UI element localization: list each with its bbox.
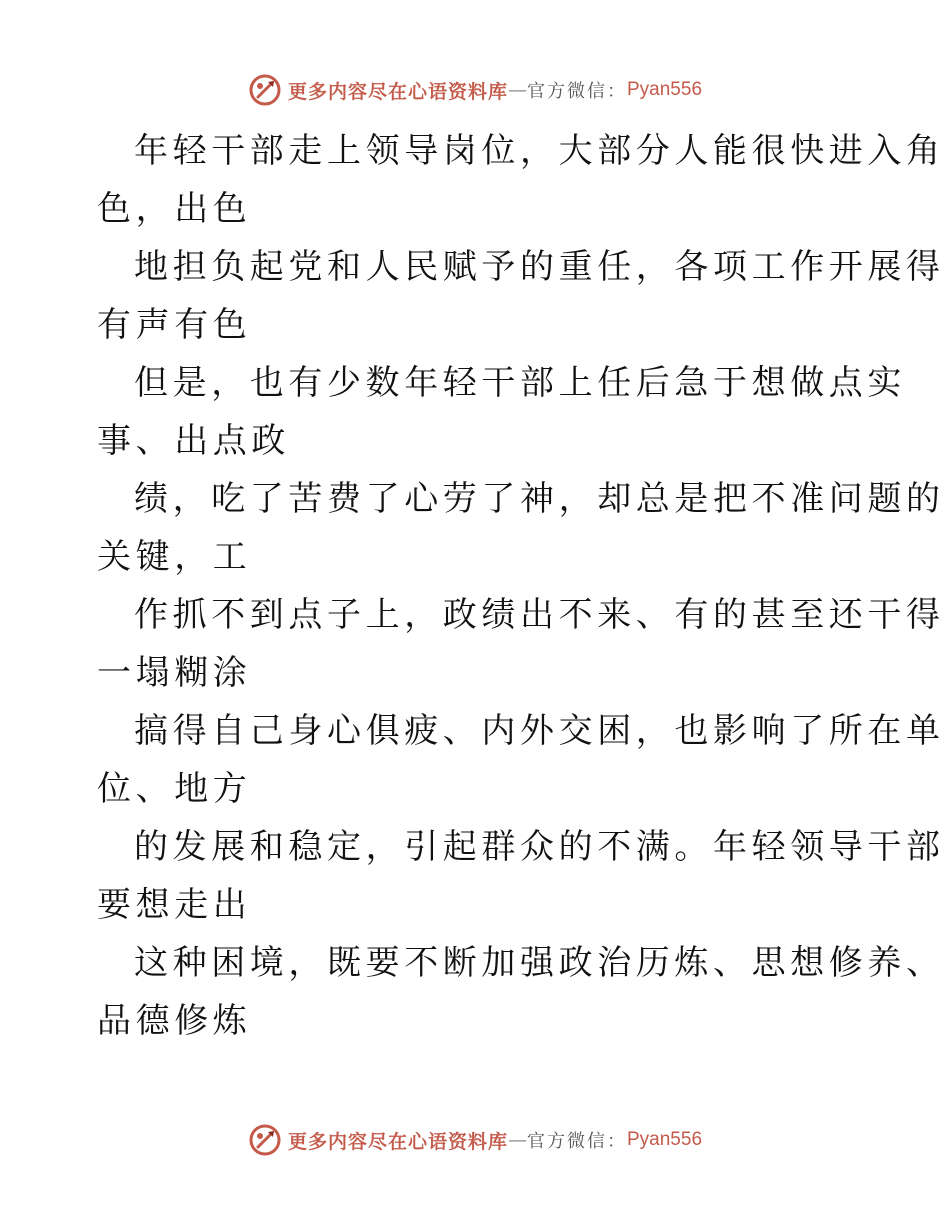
paragraph xyxy=(97,586,945,702)
paragraph-line: 地担负起党和人民赋予的重任，各项工作开展得 xyxy=(134,247,945,287)
footer-dash: — xyxy=(508,1129,527,1151)
paragraph-line: 但是，也有少数年轻干部上任后急于想做点实 xyxy=(134,363,906,403)
paragraph-line: 搞得自己身心俱疲、内外交困，也影响了所在单 xyxy=(134,711,945,751)
header-official-label: 官方微信： xyxy=(527,81,627,102)
paragraph-line: 绩，吃了苦费了心劳了神，却总是把不准问题的 xyxy=(134,479,945,519)
paragraph-continuation: 关键，工 xyxy=(97,537,252,577)
paragraph-line: 作抓不到点子上，政绩出不来、有的甚至还干得 xyxy=(134,595,945,635)
paragraph xyxy=(97,818,945,934)
header-dash: — xyxy=(508,79,527,101)
paragraph xyxy=(97,934,945,1050)
paragraph xyxy=(97,702,945,818)
footer-watermark xyxy=(0,1120,950,1160)
paragraph xyxy=(97,238,945,354)
footer-brand-text: 更多内容尽在心语资料库 xyxy=(287,1130,508,1153)
paragraph-continuation: 位、地方 xyxy=(97,769,252,809)
paragraph-continuation: 一塌糊涂 xyxy=(97,653,252,693)
paragraph-line: 的发展和稳定，引起群众的不满。年轻领导干部 xyxy=(134,827,945,867)
header-watermark xyxy=(0,70,950,110)
document-body xyxy=(97,122,945,1050)
paragraph-continuation: 要想走出 xyxy=(97,885,252,925)
header-brand-text: 更多内容尽在心语资料库 xyxy=(287,80,508,103)
paragraph xyxy=(97,470,945,586)
paragraph-continuation: 色，出色 xyxy=(97,189,252,229)
brand-logo-icon xyxy=(248,1123,282,1157)
paragraph xyxy=(97,122,945,238)
paragraph-line: 年轻干部走上领导岗位，大部分人能很快进入角 xyxy=(134,131,945,171)
paragraph-line: 这种困境，既要不断加强政治历炼、思想修养、 xyxy=(134,943,945,983)
paragraph-continuation: 有声有色 xyxy=(97,305,252,345)
brand-logo-icon xyxy=(248,73,282,107)
header-wechat-id: Pyan556 xyxy=(627,79,703,100)
paragraph xyxy=(97,354,906,470)
paragraph-continuation: 品德修炼 xyxy=(97,1001,252,1041)
footer-official-label: 官方微信： xyxy=(527,1131,627,1152)
paragraph-continuation: 事、出点政 xyxy=(97,421,290,461)
footer-wechat-id: Pyan556 xyxy=(627,1129,703,1150)
